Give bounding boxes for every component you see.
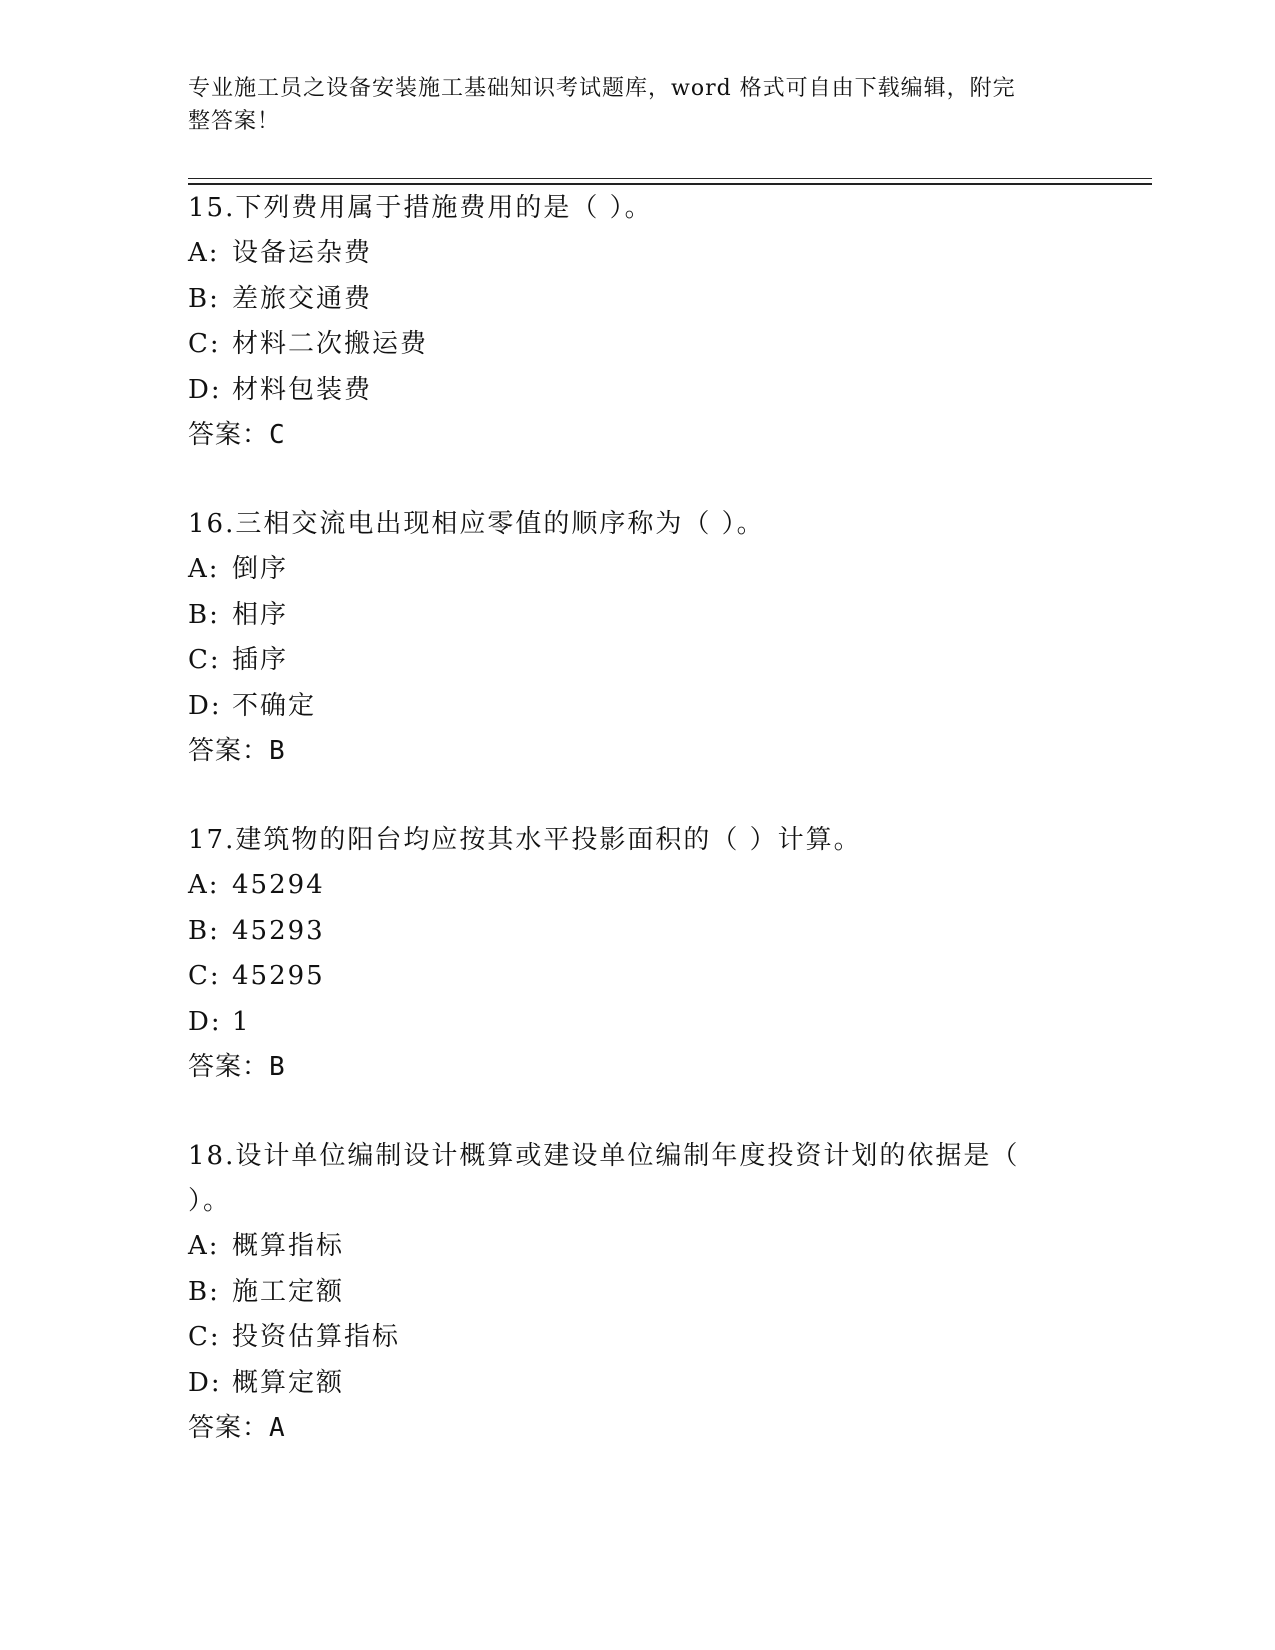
option-letter: C: xyxy=(188,329,221,359)
option-letter: D: xyxy=(188,690,222,721)
option-text: 45294 xyxy=(232,870,325,900)
answer-line xyxy=(188,1406,1088,1451)
answer-value: C xyxy=(269,420,286,450)
header-line-1: 专业施工员之设备安装施工基础知识考试题库，word 格式可自由下载编辑，附完 xyxy=(188,76,1016,101)
question-stem: 15.下列费用属于措施费用的是（ ）。 xyxy=(188,193,653,223)
question-stem: 17.建筑物的阳台均应按其水平投影面积的（ ）计算。 xyxy=(188,825,862,855)
option-b xyxy=(188,909,1088,955)
option-d xyxy=(188,368,1088,414)
option-c xyxy=(188,954,1088,1000)
option-b xyxy=(188,277,1088,323)
option-c xyxy=(188,322,1088,368)
option-letter: A: xyxy=(188,554,220,584)
option-letter: B: xyxy=(188,1276,220,1307)
option-a xyxy=(188,1224,1088,1270)
option-letter: A: xyxy=(188,870,220,900)
answer-label: 答案： xyxy=(188,736,270,766)
question-16 xyxy=(188,502,1088,774)
option-letter: D: xyxy=(188,1006,222,1037)
answer-value: B xyxy=(269,1052,286,1082)
option-c xyxy=(188,1315,1088,1361)
option-text: 1 xyxy=(232,1006,251,1037)
answer-line xyxy=(188,1045,1088,1090)
option-text: 概算定额 xyxy=(232,1367,345,1398)
option-letter: B: xyxy=(188,283,220,314)
option-text: 相序 xyxy=(232,599,289,630)
question-stem: 16.三相交流电出现相应零值的顺序称为（ ）。 xyxy=(188,509,765,539)
option-text: 设备运杂费 xyxy=(232,238,373,268)
option-c xyxy=(188,638,1088,684)
option-letter: C: xyxy=(188,1322,221,1352)
option-text: 概算指标 xyxy=(232,1231,345,1261)
option-a xyxy=(188,547,1088,593)
header-line-2: 整答案！ xyxy=(188,109,281,134)
answer-label: 答案： xyxy=(188,420,270,450)
answer-line xyxy=(188,413,1088,458)
answer-label: 答案： xyxy=(188,1413,270,1443)
option-letter: C: xyxy=(188,961,221,991)
question-stem: 18.设计单位编制设计概算或建设单位编制年度投资计划的依据是（ xyxy=(188,1141,1020,1171)
option-b xyxy=(188,593,1088,639)
option-letter: D: xyxy=(188,1367,222,1398)
option-letter: D: xyxy=(188,374,222,405)
option-letter: B: xyxy=(188,599,220,630)
option-text: 插序 xyxy=(232,645,289,675)
answer-label: 答案： xyxy=(188,1052,270,1082)
question-18 xyxy=(188,1134,1088,1451)
option-b xyxy=(188,1270,1088,1316)
option-text: 差旅交通费 xyxy=(232,283,373,314)
option-text: 投资估算指标 xyxy=(232,1322,401,1352)
option-text: 倒序 xyxy=(232,554,289,584)
option-a xyxy=(188,231,1088,277)
option-a xyxy=(188,863,1088,909)
option-letter: C: xyxy=(188,645,221,675)
option-d xyxy=(188,1361,1088,1407)
option-text: 45293 xyxy=(232,915,325,946)
answer-value: B xyxy=(269,736,286,766)
question-15 xyxy=(188,186,1088,458)
option-letter: A: xyxy=(188,1231,220,1261)
document-header xyxy=(188,72,1068,138)
option-text: 不确定 xyxy=(232,690,317,721)
option-text: 材料包装费 xyxy=(232,374,373,405)
option-d xyxy=(188,684,1088,730)
header-divider-thick xyxy=(188,183,1152,185)
question-stem-continued: ）。 xyxy=(188,1186,232,1216)
option-letter: B: xyxy=(188,915,220,946)
question-17 xyxy=(188,818,1088,1090)
answer-line xyxy=(188,729,1088,774)
option-text: 45295 xyxy=(232,961,325,991)
option-letter: A: xyxy=(188,238,220,268)
answer-value: A xyxy=(269,1413,286,1443)
header-divider-thin xyxy=(188,178,1152,179)
option-text: 施工定额 xyxy=(232,1276,345,1307)
option-text: 材料二次搬运费 xyxy=(232,329,429,359)
option-d xyxy=(188,1000,1088,1046)
